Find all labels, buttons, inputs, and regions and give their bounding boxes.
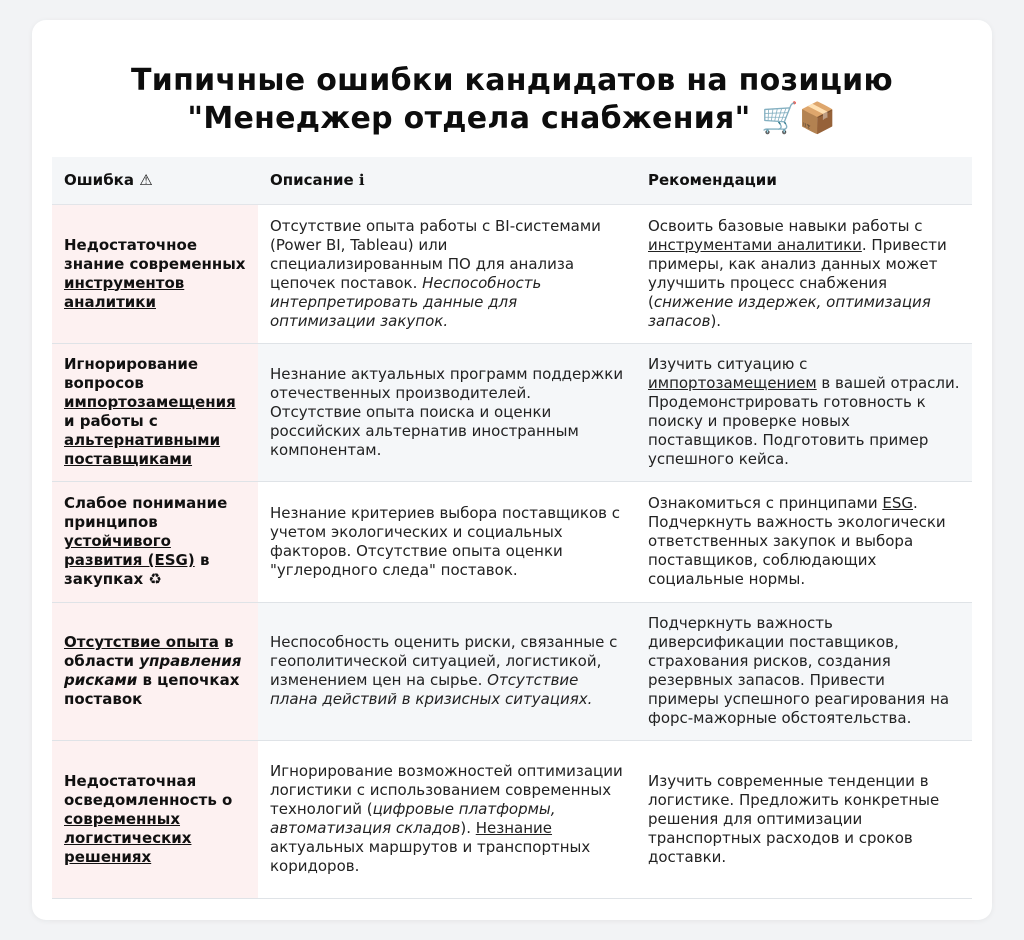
- header-recommendations: [636, 157, 972, 204]
- error-cell: [52, 602, 258, 740]
- description-italic-text: цифровые платформы, автоматизация складов: [270, 800, 556, 837]
- content-card: [32, 20, 992, 920]
- error-text: в цепочках поставок: [64, 671, 240, 708]
- title-line-2: "Менеджер отдела снабжения" 🛒📦: [187, 101, 837, 136]
- error-underlined-text: импортозамещения: [64, 393, 236, 411]
- recommendation-text: Изучить современные тенденции в логистике. Предложить конкретные решения для оптимизации транспортных расходов и сроков доставки.: [648, 771, 940, 866]
- header-error: [52, 157, 258, 204]
- description-cell: [258, 204, 636, 343]
- recommendation-cell: [636, 481, 972, 602]
- error-underlined-text: Отсутствие опыта: [64, 633, 219, 651]
- table-row: [52, 740, 972, 898]
- recommendation-text: ).: [710, 311, 722, 330]
- error-italic-text: управления рисками: [64, 652, 242, 689]
- header-error-label: Ошибка: [64, 171, 134, 190]
- recommendation-text: в вашей отрасли. Продемонстрировать готовность к поиску и проверке новых поставщиков. Подготовить пример успешного кейса.: [648, 374, 960, 468]
- description-text: Незнание актуальных программ поддержки отечественных производителей. Отсутствие опыта поиска и оценки российских альтернатив иностранным компонентам.: [270, 364, 624, 459]
- error-text: в области: [64, 633, 234, 670]
- error-underlined-text: современных логистических решениях: [64, 809, 192, 866]
- info-icon: ℹ: [358, 171, 365, 190]
- error-cell: [52, 481, 258, 602]
- recommendation-underlined-text: импортозамещением: [648, 374, 817, 392]
- recommendation-italic-text: снижение издержек, оптимизация запасов: [648, 292, 931, 330]
- recommendation-cell: [636, 204, 972, 343]
- recommendation-cell: [636, 343, 972, 481]
- recommendation-cell: [636, 740, 972, 898]
- error-cell: [52, 343, 258, 481]
- table-header: [52, 157, 972, 204]
- description-italic-text: Отсутствие плана действий в кризисных ситуациях.: [270, 671, 593, 708]
- header-description: [258, 157, 636, 204]
- error-text: и работы с: [64, 412, 158, 430]
- page-title: [32, 62, 992, 138]
- description-text: актуальных маршрутов и транспортных коридоров.: [270, 838, 591, 875]
- mistakes-table: [52, 157, 972, 899]
- error-underlined-text: устойчивого развития (ESG): [64, 532, 195, 569]
- error-text: Игнорирование вопросов: [64, 355, 199, 392]
- description-cell: [258, 481, 636, 602]
- error-underlined-text: инструментов аналитики: [64, 273, 185, 311]
- table-row: [52, 602, 972, 740]
- table-row: [52, 481, 972, 602]
- error-text: Недостаточное знание современных: [64, 235, 246, 273]
- description-underlined-text: Незнание: [475, 819, 553, 837]
- error-text: Слабое понимание принципов: [64, 494, 228, 531]
- table-row: [52, 204, 972, 343]
- header-description-label: Описание: [270, 171, 354, 190]
- description-cell: [258, 740, 636, 898]
- error-cell: [52, 740, 258, 898]
- description-cell: [258, 343, 636, 481]
- recommendation-text: Освоить базовые навыки работы с: [648, 216, 923, 235]
- warning-icon: ⚠: [139, 171, 153, 190]
- table-row: [52, 343, 972, 481]
- title-line-1: Типичные ошибки кандидатов на позицию: [131, 63, 893, 98]
- header-recommendations-label: Рекомендации: [648, 171, 777, 190]
- recommendation-underlined-text: инструментами аналитики: [648, 235, 862, 254]
- description-cell: [258, 602, 636, 740]
- description-text: Игнорирование возможностей оптимизации логистики с использованием современных технологий (: [270, 762, 623, 818]
- recycle-icon: ♻: [148, 570, 162, 588]
- recommendation-text: . Привести примеры, как анализ данных может улучшить процесс снабжения (: [648, 235, 947, 311]
- recommendation-text: Подчеркнуть важность диверсификации поставщиков, страхования рисков, создания резервных запасов. Привести примеры успешного реагирования на форс-мажорные обстоятельства.: [648, 614, 950, 727]
- recommendation-text: Изучить ситуацию с: [648, 355, 808, 373]
- recommendation-underlined-text: ESG: [882, 494, 914, 512]
- recommendation-text: . Подчеркнуть важность экологически ответственных закупок и выбора поставщиков, соблюдающих социальные нормы.: [648, 494, 946, 588]
- error-cell: [52, 204, 258, 343]
- error-text: Недостаточная осведомленность о: [64, 771, 233, 809]
- recommendation-text: Ознакомиться с принципами: [648, 494, 883, 512]
- error-underlined-text: альтернативными поставщиками: [64, 431, 221, 468]
- description-text: Неспособность оценить риски, связанные с геополитической ситуацией, логистикой, изменением цен на сырье.: [270, 633, 618, 689]
- recommendation-cell: [636, 602, 972, 740]
- description-text: Незнание критериев выбора поставщиков с учетом экологических и социальных факторов. Отсутствие опыта оценки "углеродного следа" поставок.: [270, 503, 621, 579]
- description-text: ).: [460, 819, 476, 837]
- mistakes-table-wrapper: [52, 157, 972, 899]
- description-text: Отсутствие опыта работы с BI-системами (Power BI, Tableau) или специализированным ПО для анализа цепочек поставок.: [270, 216, 601, 292]
- error-text: в закупках: [64, 551, 210, 588]
- description-italic-text: Неспособность интерпретировать данные для оптимизации закупок.: [270, 273, 542, 330]
